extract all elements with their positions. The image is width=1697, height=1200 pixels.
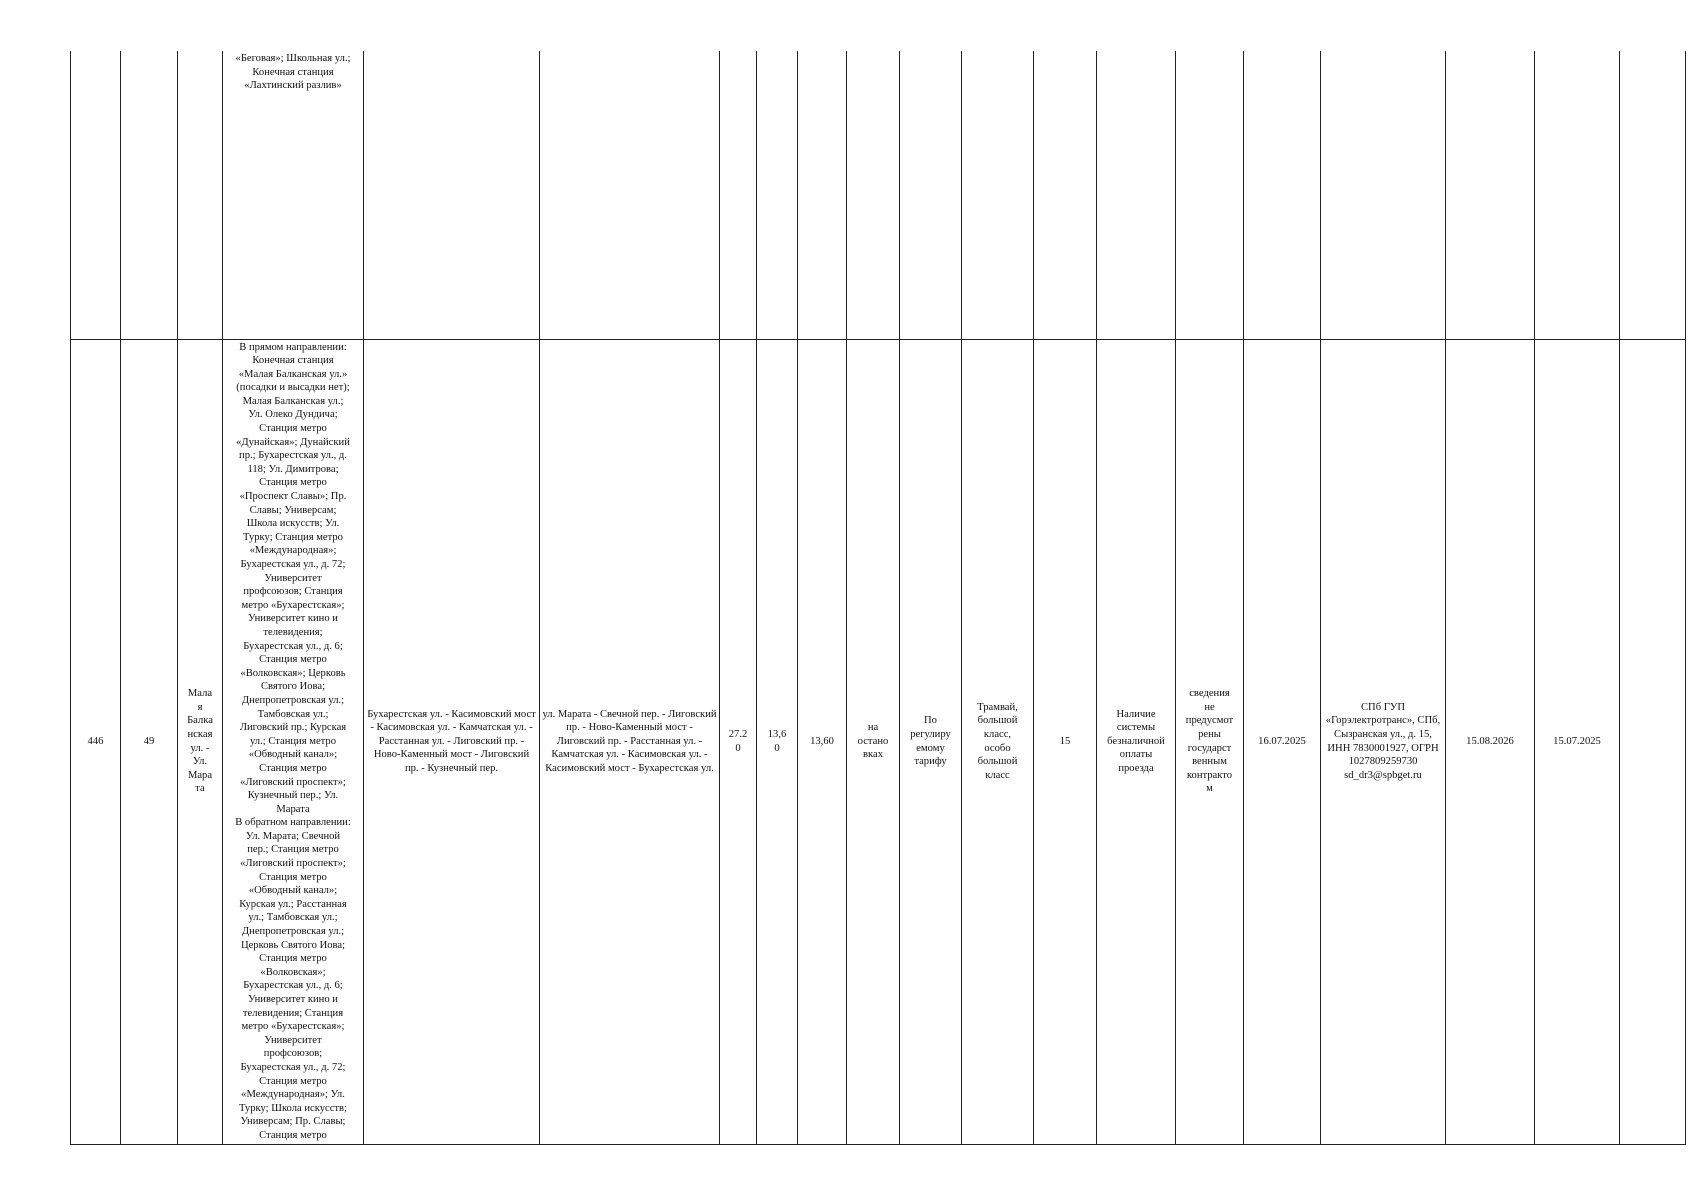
stop-order: на остано вках	[847, 339, 900, 1144]
cell-empty	[1535, 51, 1620, 339]
cell-empty	[1321, 51, 1446, 339]
cell-empty	[1244, 51, 1321, 339]
cell-empty	[71, 51, 121, 339]
cell-empty	[962, 51, 1034, 339]
payment-system: Наличие системы безналичной оплаты проезда	[1097, 339, 1176, 1144]
extra-cell	[1620, 339, 1686, 1144]
operator-info: СПб ГУП «Горэлектротранс», СПб, Сызранская ул., д. 15, ИНН 7830001927, ОГРН 1027809259730 sd_dr3@spbget.ru	[1321, 339, 1446, 1144]
route-number: 49	[121, 339, 178, 1144]
cell-empty	[757, 51, 798, 339]
length-backward: 13,6 0	[757, 339, 798, 1144]
route-stops: В прямом направлении: Конечная станция «Малая Балканская ул.» (посадки и высадки нет); Малая Балканская ул.; Ул. Олеко Дундича; Станция метро «Дунайская»; Дунайский пр.; Бухарестская ул., д. 118; Ул. Димитрова; Станция метро «Проспект Славы»; Пр. Славы; Универсам; Школа искусств; Ул. Турку; Станция метро «Международная»; Бухарестская ул., д. 72; Университет профсоюзов; Станция метро «Бухарестская»; Университет кино и телевидения; Бухарестская ул., д. 6; Станция метро «Волковская»; Церковь Святого Иова; Днепропетровская ул.; Тамбовская ул.; Лиговский пр.; Курская ул.; Станция метро «Обводный канал»; Станция метро «Лиговский проспект»; Кузнечный пер.; Ул. Марата В обратном направлении: Ул. Марата; Свечной пер.; Станция метро «Лиговский проспект»; Станция метро «Обводный канал»; Курская ул.; Расстанная ул.; Тамбовская ул.; Днепропетровская ул.; Церковь Святого Иова; Станция метро «Волковская»; Бухарестская ул., д. 6; Университет кино и телевидения; Станция метро «Бухарестская»; Университет профсоюзов; Бухарестская ул., д. 72; Станция метро «Международная»; Ул. Турку; Школа искусств; Универсам; Пр. Славы; Станция метро	[223, 339, 364, 1144]
streets-forward: Бухарестская ул. - Касимовский мост - Касимовская ул. - Камчатская ул. - Расстанная ул. - Лиговский пр. - Ново-Каменный мост - Лиговский пр. - Кузнечный пер.	[364, 339, 540, 1144]
cell-empty	[1097, 51, 1176, 339]
end-date: 15.08.2026	[1446, 339, 1535, 1144]
cell-empty	[540, 51, 720, 339]
length-forward: 27.2 0	[720, 339, 757, 1144]
route-row-446	[71, 339, 1686, 1144]
cell-empty	[900, 51, 962, 339]
cell-empty	[1176, 51, 1244, 339]
route-name: Мала я Балка нская ул. - Ул. Мара та	[178, 339, 223, 1144]
cell-empty	[720, 51, 757, 339]
cell-empty	[364, 51, 540, 339]
streets-backward: ул. Марата - Свечной пер. - Лиговский пр. - Ново-Каменный мост - Лиговский пр. - Расстанная ул. - Камчатская ул. - Касимовская ул. - Касимовский мост - Бухарестская ул.	[540, 339, 720, 1144]
cell-empty	[1446, 51, 1535, 339]
cell-empty	[847, 51, 900, 339]
start-date: 16.07.2025	[1244, 339, 1321, 1144]
cell-empty	[178, 51, 223, 339]
cell-empty	[1620, 51, 1686, 339]
cell-empty	[121, 51, 178, 339]
reg-number: 446	[71, 339, 121, 1144]
vehicle-count: 15	[1034, 339, 1097, 1144]
prev-route-row-tail	[71, 51, 1686, 339]
length-total: 13,60	[798, 339, 847, 1144]
route-registry-table	[70, 51, 1686, 1145]
cell-empty	[1034, 51, 1097, 339]
change-date: 15.07.2025	[1535, 339, 1620, 1144]
prev-stops-tail: «Беговая»; Школьная ул.; Конечная станция «Лахтинский разлив»	[223, 51, 364, 339]
cell-empty	[798, 51, 847, 339]
vehicle-class: Трамвай, большой класс, особо большой класс	[962, 339, 1034, 1144]
tariff-type: По регулиру емому тарифу	[900, 339, 962, 1144]
contract-info: сведения не предусмот рены государст венным контракто м	[1176, 339, 1244, 1144]
